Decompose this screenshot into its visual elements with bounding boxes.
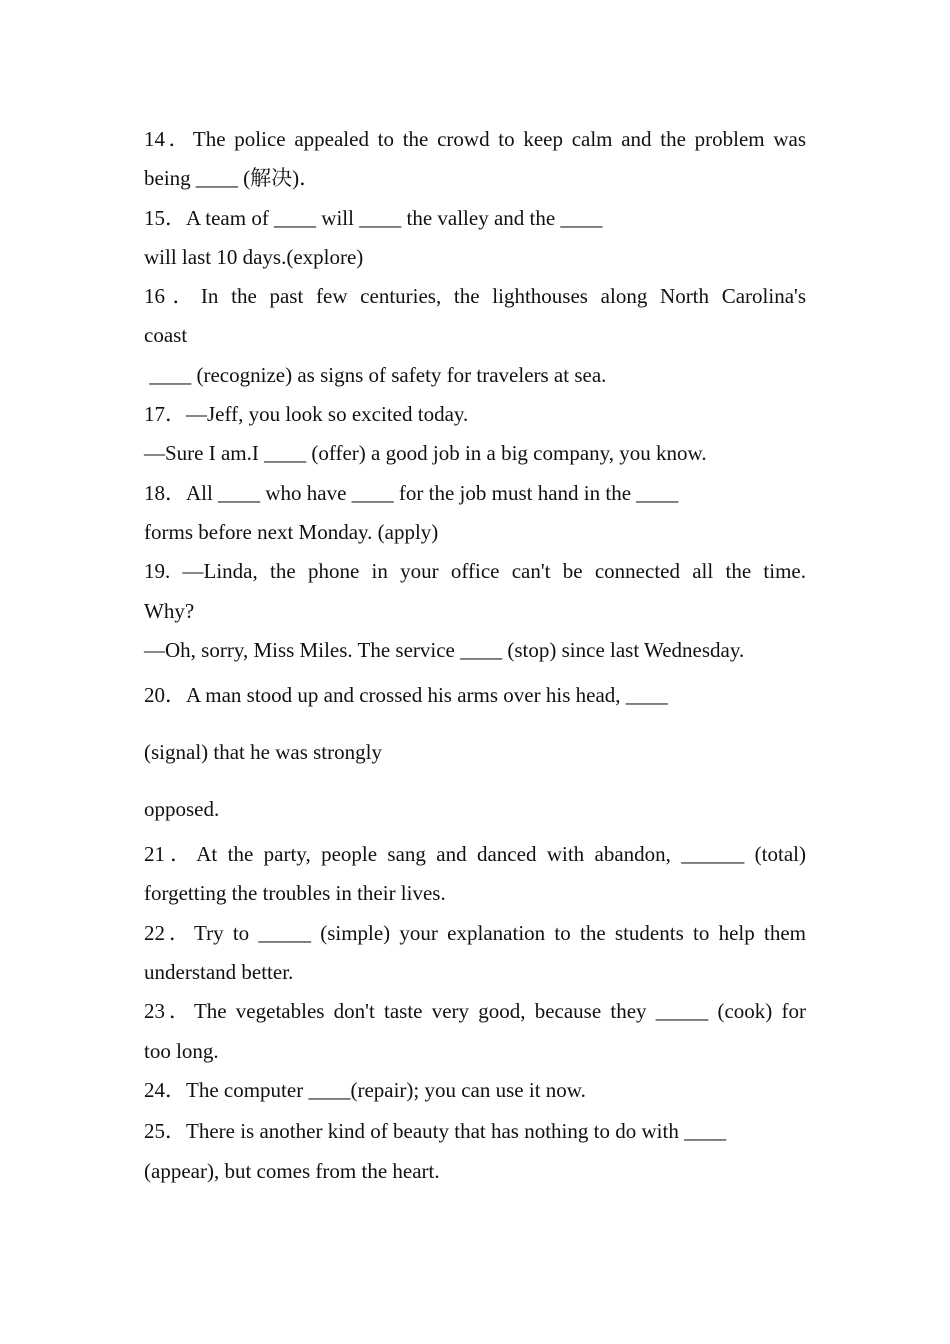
question-18-line-1: 18．All ____ who have ____ for the job must hand in the ____ — [144, 480, 679, 505]
question-25-line-1: 25．There is another kind of beauty that has nothing to do with ____ — [144, 1119, 727, 1144]
question-15-line-2: will last 10 days.(explore) — [144, 244, 364, 269]
question-20-line-2: (signal) that he was strongly — [144, 740, 382, 765]
question-18-line-2: forms before next Monday. (apply) — [144, 519, 439, 544]
question-21-line-2: forgetting the troubles in their lives. — [144, 881, 446, 906]
question-16-line-1: 16．In the past few centuries, the lighthouses along North Carolina's — [144, 284, 806, 309]
exercise-page — [144, 120, 806, 1191]
question-25-line-2: (appear), but comes from the heart. — [144, 1158, 440, 1183]
question-19-line-1: 19. —Linda, the phone in your office can't be connected all the time. — [144, 559, 806, 584]
question-16-line-3: ____ (recognize) as signs of safety for travelers at sea. — [144, 362, 607, 387]
question-24-line-1: 24．The computer ____(repair); you can use it now. — [144, 1077, 586, 1102]
question-17-line-2: —Sure I am.I ____ (offer) a good job in a big company, you know. — [144, 441, 707, 466]
question-15-line-1: 15．A team of ____ will ____ the valley and the ____ — [144, 205, 603, 230]
question-23-line-1: 23．The vegetables don't taste very good, because they _____ (cook) for — [144, 999, 806, 1024]
question-19-line-2: Why? — [144, 598, 195, 623]
question-22-line-1: 22．Try to _____ (simple) your explanation to the students to help them — [144, 920, 806, 945]
question-20-line-1: 20．A man stood up and crossed his arms over his head, ____ — [144, 683, 668, 708]
question-17-line-1: 17．—Jeff, you look so excited today. — [144, 402, 469, 427]
question-22-line-2: understand better. — [144, 960, 294, 985]
question-14-line-2: being ____ (解决)． — [144, 166, 321, 191]
question-16-line-2: coast — [144, 323, 188, 348]
question-20-line-3: opposed. — [144, 797, 220, 822]
question-14-line-1: 14．The police appealed to the crowd to keep calm and the problem was — [144, 127, 806, 151]
question-23-line-2: too long. — [144, 1038, 219, 1063]
question-21-line-1: 21．At the party, people sang and danced with abandon, ______ (total) — [144, 842, 806, 867]
question-19-line-3: —Oh, sorry, Miss Miles. The service ____ (stop) since last Wednesday. — [144, 637, 745, 662]
